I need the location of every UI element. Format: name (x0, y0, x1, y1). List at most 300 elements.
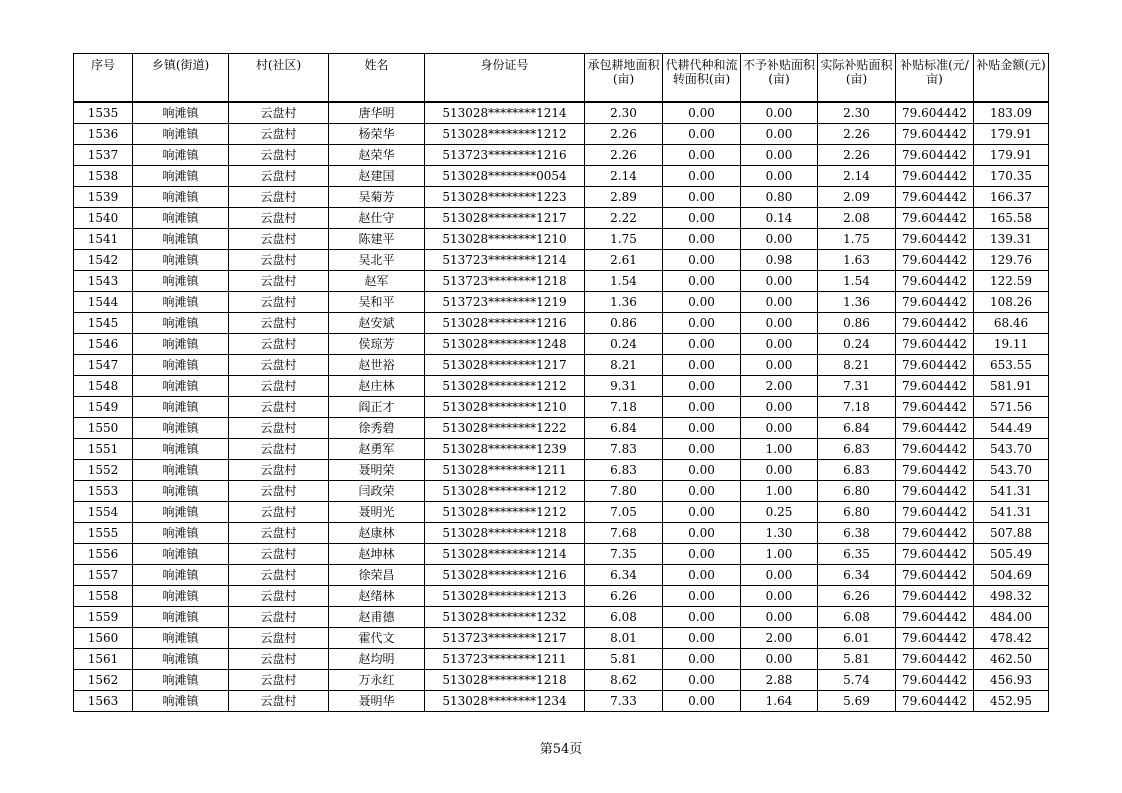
table-cell: 1548 (74, 375, 133, 396)
table-cell: 0.00 (741, 228, 818, 249)
table-cell: 云盘村 (229, 480, 329, 501)
table-cell: 2.14 (585, 165, 663, 186)
table-cell: 赵荣华 (329, 144, 425, 165)
table-cell: 5.74 (818, 669, 896, 690)
table-cell: 响滩镇 (133, 564, 229, 585)
table-cell: 1543 (74, 270, 133, 291)
table-cell: 唐华明 (329, 102, 425, 124)
table-cell: 513028********1217 (425, 354, 585, 375)
table-cell: 杨荣华 (329, 123, 425, 144)
table-cell: 1.00 (741, 438, 818, 459)
table-cell: 541.31 (974, 501, 1049, 522)
table-row (74, 396, 1049, 417)
table-row (74, 669, 1049, 690)
table-row (74, 291, 1049, 312)
table-cell: 0.80 (741, 186, 818, 207)
table-row (74, 354, 1049, 375)
table-cell: 513028********1232 (425, 606, 585, 627)
table-cell: 0.00 (663, 186, 741, 207)
table-cell: 79.604442 (896, 102, 974, 124)
table-cell: 0.00 (663, 249, 741, 270)
table-cell: 0.00 (663, 396, 741, 417)
table-cell: 478.42 (974, 627, 1049, 648)
table-cell: 0.00 (741, 165, 818, 186)
table-cell: 2.61 (585, 249, 663, 270)
table-cell: 2.00 (741, 627, 818, 648)
table-cell: 闫政荣 (329, 480, 425, 501)
table-cell: 513028********1222 (425, 417, 585, 438)
header-cell: 乡镇(街道) (133, 54, 229, 102)
table-cell: 513028********1212 (425, 375, 585, 396)
table-cell: 0.00 (741, 123, 818, 144)
table-row (74, 186, 1049, 207)
table-cell: 7.83 (585, 438, 663, 459)
table-cell: 0.00 (663, 480, 741, 501)
table-cell: 484.00 (974, 606, 1049, 627)
table-cell: 513723********1219 (425, 291, 585, 312)
header-row (74, 54, 1049, 102)
table-cell: 0.00 (663, 522, 741, 543)
table-cell: 响滩镇 (133, 438, 229, 459)
table-cell: 0.00 (663, 690, 741, 711)
table-cell: 云盘村 (229, 648, 329, 669)
table-cell: 0.00 (741, 270, 818, 291)
table-cell: 0.00 (663, 648, 741, 669)
table-cell: 653.55 (974, 354, 1049, 375)
table-cell: 5.69 (818, 690, 896, 711)
table-row (74, 375, 1049, 396)
table-cell: 0.00 (741, 333, 818, 354)
table-cell: 赵均明 (329, 648, 425, 669)
table-cell: 0.00 (663, 417, 741, 438)
table-cell: 1.36 (818, 291, 896, 312)
table-cell: 2.08 (818, 207, 896, 228)
table-cell: 79.604442 (896, 438, 974, 459)
table-cell: 1562 (74, 669, 133, 690)
table-cell: 赵甫德 (329, 606, 425, 627)
table-cell: 1.54 (585, 270, 663, 291)
table-cell: 响滩镇 (133, 375, 229, 396)
table-row (74, 207, 1049, 228)
table-cell: 513028********1210 (425, 228, 585, 249)
table-cell: 0.86 (585, 312, 663, 333)
table-cell: 0.00 (663, 585, 741, 606)
table-cell: 1542 (74, 249, 133, 270)
table-cell: 513028********1218 (425, 522, 585, 543)
table-cell: 513723********1217 (425, 627, 585, 648)
table-cell: 赵绪林 (329, 585, 425, 606)
table-cell: 响滩镇 (133, 627, 229, 648)
table-cell: 1.64 (741, 690, 818, 711)
table-cell: 79.604442 (896, 543, 974, 564)
table-cell: 79.604442 (896, 291, 974, 312)
table-cell: 79.604442 (896, 375, 974, 396)
table-row (74, 459, 1049, 480)
table-cell: 79.604442 (896, 459, 974, 480)
table-cell: 1544 (74, 291, 133, 312)
table-cell: 8.21 (585, 354, 663, 375)
table-cell: 79.604442 (896, 564, 974, 585)
table-cell: 6.34 (818, 564, 896, 585)
table-cell: 0.00 (663, 144, 741, 165)
table-cell: 响滩镇 (133, 354, 229, 375)
table-cell: 响滩镇 (133, 480, 229, 501)
table-row (74, 627, 1049, 648)
table-cell: 8.62 (585, 669, 663, 690)
table-cell: 0.00 (741, 585, 818, 606)
table-cell: 0.25 (741, 501, 818, 522)
table-cell: 吴北平 (329, 249, 425, 270)
header-cell: 村(社区) (229, 54, 329, 102)
table-cell: 响滩镇 (133, 123, 229, 144)
table-cell: 云盘村 (229, 270, 329, 291)
table-cell: 79.604442 (896, 480, 974, 501)
table-row (74, 102, 1049, 124)
table-cell: 170.35 (974, 165, 1049, 186)
table-row (74, 312, 1049, 333)
table-cell: 云盘村 (229, 228, 329, 249)
table-cell: 0.14 (741, 207, 818, 228)
table-cell: 吴菊芳 (329, 186, 425, 207)
table-cell: 云盘村 (229, 438, 329, 459)
table-cell: 云盘村 (229, 123, 329, 144)
table-cell: 0.00 (663, 627, 741, 648)
table-cell: 513028********1216 (425, 312, 585, 333)
table-row (74, 270, 1049, 291)
table-cell: 1554 (74, 501, 133, 522)
table-cell: 1555 (74, 522, 133, 543)
header-cell: 承包耕地面积(亩) (585, 54, 663, 102)
table-cell: 徐荣昌 (329, 564, 425, 585)
table-cell: 0.00 (741, 606, 818, 627)
table-cell: 456.93 (974, 669, 1049, 690)
table-cell: 侯琼芳 (329, 333, 425, 354)
table-cell: 响滩镇 (133, 186, 229, 207)
table-cell: 赵勇军 (329, 438, 425, 459)
table-cell: 聂明荣 (329, 459, 425, 480)
table-cell: 1558 (74, 585, 133, 606)
table-cell: 79.604442 (896, 354, 974, 375)
table-cell: 79.604442 (896, 627, 974, 648)
table-cell: 阎正才 (329, 396, 425, 417)
table-cell: 179.91 (974, 144, 1049, 165)
table-cell: 云盘村 (229, 501, 329, 522)
table-cell: 0.00 (663, 438, 741, 459)
table-cell: 79.604442 (896, 396, 974, 417)
table-cell: 543.70 (974, 459, 1049, 480)
table-cell: 462.50 (974, 648, 1049, 669)
table-cell: 云盘村 (229, 102, 329, 124)
table-cell: 7.35 (585, 543, 663, 564)
table-cell: 79.604442 (896, 648, 974, 669)
table-cell: 6.34 (585, 564, 663, 585)
table-cell: 1557 (74, 564, 133, 585)
table-cell: 0.00 (663, 312, 741, 333)
page-number: 第54页 (539, 742, 583, 757)
table-cell: 云盘村 (229, 543, 329, 564)
table-cell: 2.30 (818, 102, 896, 124)
table-cell: 6.35 (818, 543, 896, 564)
table-cell: 6.83 (818, 438, 896, 459)
table-cell: 赵仕守 (329, 207, 425, 228)
table-cell: 赵庄林 (329, 375, 425, 396)
table-cell: 2.26 (585, 123, 663, 144)
table-cell: 504.69 (974, 564, 1049, 585)
table-cell: 166.37 (974, 186, 1049, 207)
table-cell: 6.84 (818, 417, 896, 438)
header-cell: 身份证号 (425, 54, 585, 102)
table-cell: 1.75 (818, 228, 896, 249)
table-cell: 543.70 (974, 438, 1049, 459)
table-cell: 122.59 (974, 270, 1049, 291)
table-cell: 179.91 (974, 123, 1049, 144)
table-cell: 571.56 (974, 396, 1049, 417)
table-cell: 聂明华 (329, 690, 425, 711)
table-cell: 0.00 (663, 333, 741, 354)
table-cell: 云盘村 (229, 606, 329, 627)
table-cell: 响滩镇 (133, 333, 229, 354)
table-row (74, 585, 1049, 606)
table-cell: 0.00 (741, 291, 818, 312)
table-cell: 云盘村 (229, 165, 329, 186)
table-cell: 云盘村 (229, 312, 329, 333)
table-cell: 响滩镇 (133, 459, 229, 480)
table-cell: 513028********1212 (425, 501, 585, 522)
table-cell: 1.36 (585, 291, 663, 312)
table-cell: 79.604442 (896, 207, 974, 228)
table-cell: 165.58 (974, 207, 1049, 228)
table-cell: 108.26 (974, 291, 1049, 312)
table-cell: 79.604442 (896, 312, 974, 333)
table-body (74, 102, 1049, 712)
table-cell: 0.00 (663, 165, 741, 186)
table-cell: 1559 (74, 606, 133, 627)
table-cell: 513723********1214 (425, 249, 585, 270)
table-row (74, 249, 1049, 270)
table-cell: 赵建国 (329, 165, 425, 186)
table-cell: 79.604442 (896, 333, 974, 354)
table-cell: 79.604442 (896, 585, 974, 606)
table-row (74, 144, 1049, 165)
table-cell: 0.00 (741, 102, 818, 124)
table-row (74, 522, 1049, 543)
table-cell: 响滩镇 (133, 312, 229, 333)
table-cell: 1561 (74, 648, 133, 669)
table-cell: 响滩镇 (133, 606, 229, 627)
table-cell: 1540 (74, 207, 133, 228)
table-cell: 云盘村 (229, 459, 329, 480)
table-row (74, 648, 1049, 669)
table-cell: 霍代文 (329, 627, 425, 648)
table-cell: 云盘村 (229, 375, 329, 396)
table-cell: 1552 (74, 459, 133, 480)
table-cell: 1545 (74, 312, 133, 333)
table-cell: 79.604442 (896, 144, 974, 165)
table-cell: 响滩镇 (133, 291, 229, 312)
table-cell: 1551 (74, 438, 133, 459)
table-cell: 0.00 (663, 375, 741, 396)
table-cell: 响滩镇 (133, 522, 229, 543)
table-cell: 0.00 (741, 354, 818, 375)
table-cell: 6.08 (818, 606, 896, 627)
table-cell: 1539 (74, 186, 133, 207)
table-cell: 0.00 (663, 102, 741, 124)
table-row (74, 438, 1049, 459)
table-cell: 541.31 (974, 480, 1049, 501)
table-cell: 452.95 (974, 690, 1049, 711)
table-cell: 9.31 (585, 375, 663, 396)
table-cell: 513028********1218 (425, 669, 585, 690)
table-cell: 507.88 (974, 522, 1049, 543)
table-cell: 0.00 (663, 270, 741, 291)
table-cell: 2.30 (585, 102, 663, 124)
table-cell: 云盘村 (229, 186, 329, 207)
table-cell: 513028********1223 (425, 186, 585, 207)
table-cell: 1538 (74, 165, 133, 186)
table-cell: 赵康林 (329, 522, 425, 543)
table-cell: 79.604442 (896, 522, 974, 543)
table-cell: 0.00 (663, 669, 741, 690)
table-cell: 云盘村 (229, 144, 329, 165)
table-cell: 云盘村 (229, 333, 329, 354)
table-cell: 云盘村 (229, 207, 329, 228)
table-row (74, 123, 1049, 144)
table-cell: 响滩镇 (133, 270, 229, 291)
table-cell: 云盘村 (229, 291, 329, 312)
table-row (74, 417, 1049, 438)
table-cell: 0.00 (741, 564, 818, 585)
table-cell: 513028********1213 (425, 585, 585, 606)
table-cell: 1536 (74, 123, 133, 144)
table-cell: 1.30 (741, 522, 818, 543)
header-cell: 实际补贴面积(亩) (818, 54, 896, 102)
table-row (74, 333, 1049, 354)
table-cell: 云盘村 (229, 627, 329, 648)
table-cell: 8.21 (818, 354, 896, 375)
table-cell: 万永红 (329, 669, 425, 690)
table-cell: 2.26 (585, 144, 663, 165)
table-cell: 1537 (74, 144, 133, 165)
table-cell: 513028********1214 (425, 102, 585, 124)
table-cell: 赵安斌 (329, 312, 425, 333)
table-cell: 云盘村 (229, 522, 329, 543)
table-cell: 陈建平 (329, 228, 425, 249)
table-cell: 响滩镇 (133, 207, 229, 228)
table-cell: 0.00 (741, 648, 818, 669)
table-cell: 6.80 (818, 480, 896, 501)
table-cell: 139.31 (974, 228, 1049, 249)
table-cell: 0.00 (663, 606, 741, 627)
table-cell: 0.00 (741, 312, 818, 333)
table-cell: 513028********1212 (425, 123, 585, 144)
table-cell: 79.604442 (896, 417, 974, 438)
table-cell: 1546 (74, 333, 133, 354)
table-cell: 68.46 (974, 312, 1049, 333)
table-cell: 7.31 (818, 375, 896, 396)
table-cell: 响滩镇 (133, 249, 229, 270)
table-cell: 0.00 (663, 459, 741, 480)
table-cell: 513028********1216 (425, 564, 585, 585)
table-cell: 响滩镇 (133, 396, 229, 417)
table-cell: 聂明光 (329, 501, 425, 522)
table-cell: 6.83 (818, 459, 896, 480)
table-cell: 1556 (74, 543, 133, 564)
table-cell: 513028********1211 (425, 459, 585, 480)
table-cell: 响滩镇 (133, 543, 229, 564)
table-cell: 2.88 (741, 669, 818, 690)
table-cell: 513028********0054 (425, 165, 585, 186)
table-cell: 6.83 (585, 459, 663, 480)
table-cell: 498.32 (974, 585, 1049, 606)
table-cell: 2.22 (585, 207, 663, 228)
table-cell: 1.00 (741, 480, 818, 501)
table-cell: 513028********1212 (425, 480, 585, 501)
table-cell: 0.00 (663, 543, 741, 564)
table-cell: 云盘村 (229, 690, 329, 711)
table-cell: 79.604442 (896, 690, 974, 711)
table-cell: 1550 (74, 417, 133, 438)
table-cell: 0.00 (663, 207, 741, 228)
table-cell: 581.91 (974, 375, 1049, 396)
table-cell: 0.00 (663, 291, 741, 312)
table-cell: 0.00 (741, 417, 818, 438)
table-cell: 云盘村 (229, 585, 329, 606)
table-cell: 云盘村 (229, 354, 329, 375)
table-cell: 响滩镇 (133, 648, 229, 669)
table-cell: 513723********1218 (425, 270, 585, 291)
table-cell: 0.00 (663, 501, 741, 522)
table-cell: 云盘村 (229, 564, 329, 585)
table-cell: 赵军 (329, 270, 425, 291)
table-cell: 2.26 (818, 144, 896, 165)
table-cell: 0.98 (741, 249, 818, 270)
table-cell: 544.49 (974, 417, 1049, 438)
table-row (74, 690, 1049, 711)
table-cell: 云盘村 (229, 249, 329, 270)
header-cell: 补贴标准(元/亩) (896, 54, 974, 102)
table-cell: 响滩镇 (133, 669, 229, 690)
table-cell: 79.604442 (896, 669, 974, 690)
table-cell: 79.604442 (896, 186, 974, 207)
table-cell: 0.86 (818, 312, 896, 333)
table-cell: 0.00 (663, 123, 741, 144)
table-cell: 1.54 (818, 270, 896, 291)
table-cell: 0.00 (663, 354, 741, 375)
table-cell: 513723********1216 (425, 144, 585, 165)
table-cell: 0.00 (663, 564, 741, 585)
table-cell: 79.604442 (896, 249, 974, 270)
table-cell: 79.604442 (896, 270, 974, 291)
table-row (74, 501, 1049, 522)
table-cell: 513723********1211 (425, 648, 585, 669)
table-cell: 1563 (74, 690, 133, 711)
table-cell: 7.68 (585, 522, 663, 543)
table-cell: 2.00 (741, 375, 818, 396)
table-cell: 0.00 (741, 459, 818, 480)
table-cell: 8.01 (585, 627, 663, 648)
table-cell: 7.33 (585, 690, 663, 711)
table-cell: 云盘村 (229, 417, 329, 438)
table-cell: 79.604442 (896, 123, 974, 144)
table-cell: 赵世裕 (329, 354, 425, 375)
table-cell: 513028********1210 (425, 396, 585, 417)
table-row (74, 228, 1049, 249)
table-cell: 183.09 (974, 102, 1049, 124)
table-row (74, 165, 1049, 186)
table-cell: 5.81 (585, 648, 663, 669)
table-cell: 1560 (74, 627, 133, 648)
table-cell: 79.604442 (896, 228, 974, 249)
